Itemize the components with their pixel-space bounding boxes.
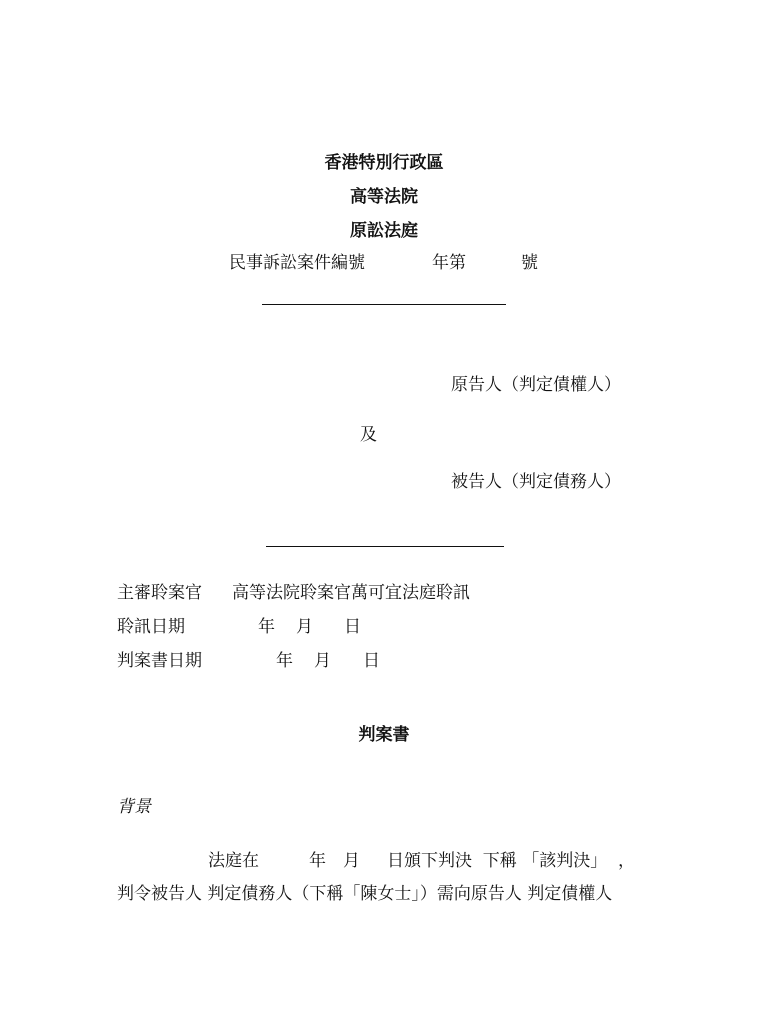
court-division: 原訟法庭 (350, 221, 418, 241)
judgment-title: 判案書 (358, 725, 410, 745)
judgment-day: 日 (363, 651, 380, 671)
hearing-month: 月 (296, 617, 313, 637)
judge-label: 主審聆案官 (117, 583, 202, 603)
and-label: 及 (360, 425, 377, 445)
court-region: 香港特別行政區 (324, 153, 444, 173)
defendant-label: 被告人（判定債務人） (451, 472, 621, 492)
court-name: 高等法院 (350, 187, 418, 207)
judge-value: 高等法院聆案官萬可宜法庭聆訊 (232, 583, 470, 603)
para1-month: 月 (343, 851, 360, 871)
judgment-month: 月 (314, 651, 331, 671)
para1-year: 年 (309, 851, 326, 871)
para2-text: 判令被告人 判定債務人（下稱「陳女士」）需向原告人 判定債權人 (117, 884, 613, 904)
case-year-label: 年第 (432, 253, 466, 273)
judgment-year: 年 (276, 651, 293, 671)
case-number-suffix: 號 (521, 253, 538, 273)
case-number-label: 民事訴訟案件編號 (229, 253, 365, 273)
para1-rest: 日頒下判決 下稱 「該判決」 ， (387, 851, 636, 871)
hearing-date-label: 聆訊日期 (117, 617, 185, 637)
divider-bottom (266, 546, 504, 547)
section-heading-background: 背景 (117, 797, 151, 817)
plaintiff-label: 原告人（判定債權人） (451, 375, 621, 395)
judgment-date-label: 判案書日期 (117, 651, 202, 671)
hearing-day: 日 (344, 617, 361, 637)
hearing-year: 年 (258, 617, 275, 637)
para1-prefix: 法庭在 (208, 851, 259, 871)
divider-top (262, 304, 506, 305)
